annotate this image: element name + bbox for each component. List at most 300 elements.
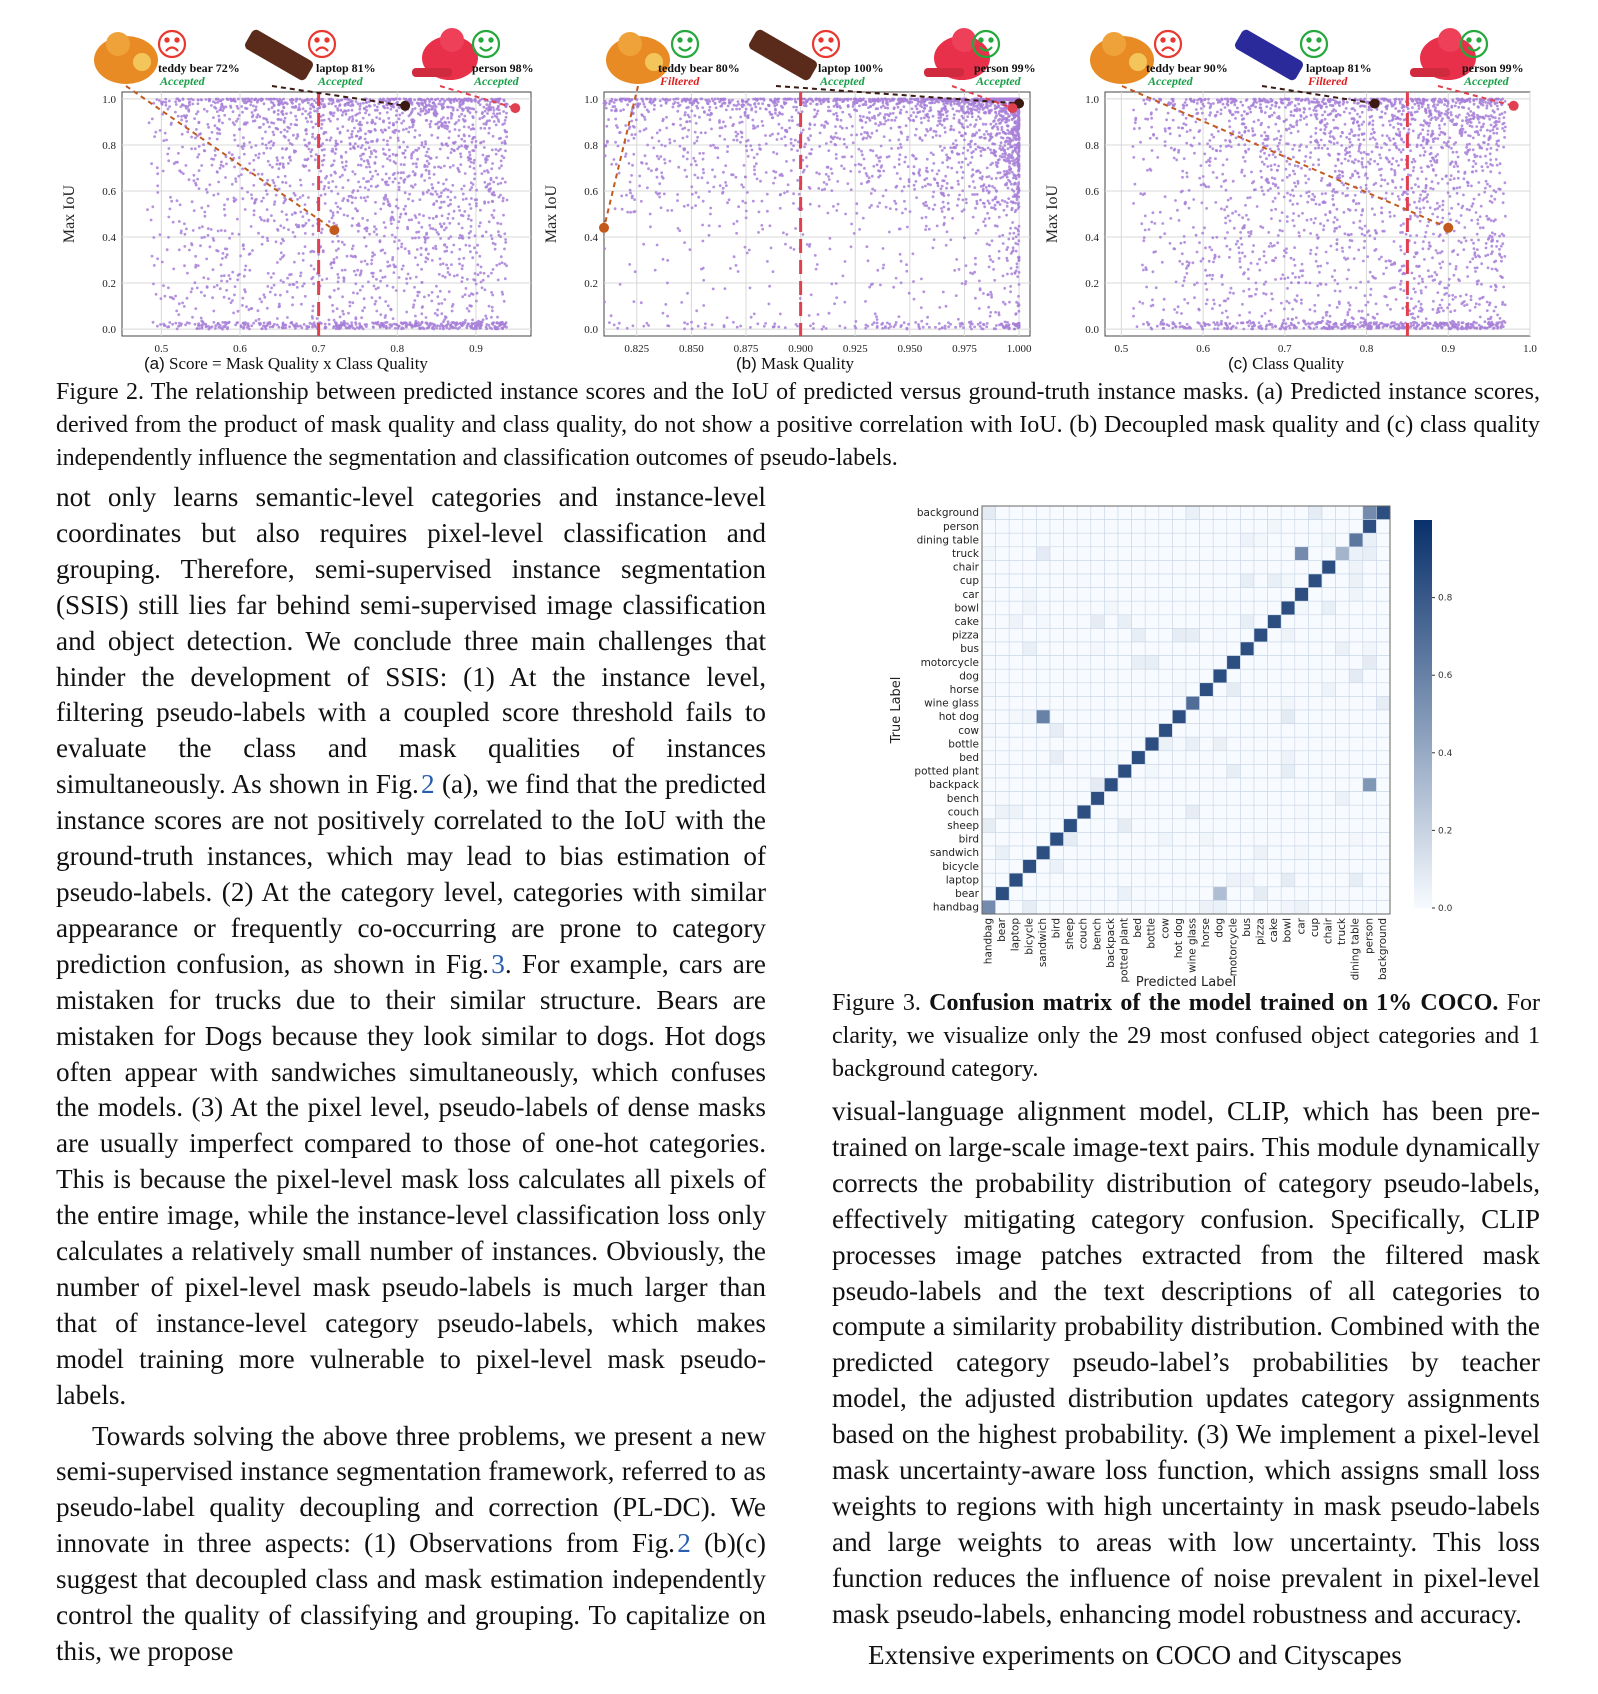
scatter-point bbox=[305, 133, 308, 136]
scatter-point bbox=[428, 108, 431, 111]
scatter-point bbox=[354, 207, 357, 210]
scatter-point bbox=[388, 126, 391, 129]
scatter-point bbox=[230, 99, 233, 102]
scatter-point bbox=[989, 258, 992, 261]
scatter-point bbox=[819, 132, 822, 135]
scatter-point bbox=[441, 214, 444, 217]
scatter-point bbox=[495, 148, 498, 151]
scatter-point bbox=[817, 313, 820, 316]
scatter-point bbox=[709, 144, 712, 147]
scatter-point bbox=[360, 269, 363, 272]
scatter-point bbox=[1012, 163, 1015, 166]
scatter-point bbox=[749, 144, 752, 147]
scatter-point bbox=[212, 268, 215, 271]
y-tick-label: 0.0 bbox=[584, 324, 598, 337]
scatter-point bbox=[475, 327, 478, 330]
scatter-point bbox=[395, 198, 398, 201]
scatter-point bbox=[931, 169, 934, 172]
scatter-point bbox=[1018, 283, 1021, 286]
scatter-point bbox=[732, 139, 735, 142]
scatter-point bbox=[437, 127, 440, 130]
scatter-point bbox=[751, 149, 754, 152]
scatter-point bbox=[657, 157, 660, 160]
scatter-point bbox=[310, 264, 313, 267]
scatter-point bbox=[316, 317, 319, 320]
scatter-point bbox=[178, 302, 181, 305]
scatter-point bbox=[435, 215, 438, 218]
scatter-point bbox=[1007, 154, 1010, 157]
scatter-point bbox=[400, 213, 403, 216]
scatter-point bbox=[973, 125, 976, 128]
scatter-point bbox=[214, 154, 217, 157]
scatter-point bbox=[341, 295, 344, 298]
scatter-point bbox=[266, 193, 269, 196]
scatter-point bbox=[467, 156, 470, 159]
scatter-point bbox=[309, 322, 312, 325]
scatter-point bbox=[956, 171, 959, 174]
scatter-point bbox=[309, 111, 312, 114]
scatter-point bbox=[273, 284, 276, 287]
scatter-point bbox=[920, 121, 923, 124]
scatter-point bbox=[966, 115, 969, 118]
scatter-point bbox=[150, 219, 153, 222]
scatter-point bbox=[412, 303, 415, 306]
scatter-point bbox=[386, 321, 389, 324]
scatter-point bbox=[420, 98, 423, 101]
scatter-point bbox=[470, 128, 473, 131]
scatter-point bbox=[932, 153, 935, 156]
scatter-point bbox=[702, 200, 705, 203]
scatter-point bbox=[982, 123, 985, 126]
scatter-point bbox=[772, 326, 775, 329]
scatter-point bbox=[388, 155, 391, 158]
scatter-point bbox=[971, 156, 974, 159]
scatter-point bbox=[947, 166, 950, 169]
scatter-point bbox=[272, 102, 275, 105]
scatter-point bbox=[1003, 159, 1006, 162]
scatter-point bbox=[736, 139, 739, 142]
scatter-point bbox=[912, 155, 915, 158]
scatter-point bbox=[324, 323, 327, 326]
scatter-point bbox=[989, 311, 992, 314]
scatter-point bbox=[469, 250, 472, 253]
scatter-point bbox=[261, 143, 264, 146]
scatter-point bbox=[463, 115, 466, 118]
scatter-point bbox=[942, 100, 945, 103]
scatter-point bbox=[323, 188, 326, 191]
scatter-point bbox=[938, 306, 941, 309]
scatter-point bbox=[659, 129, 662, 132]
scatter-point bbox=[703, 111, 706, 114]
scatter-point bbox=[999, 203, 1002, 206]
scatter-point bbox=[386, 107, 389, 110]
scatter-point bbox=[666, 282, 669, 285]
scatter-point bbox=[308, 219, 311, 222]
scatter-point bbox=[490, 234, 493, 237]
scatter-point bbox=[426, 258, 429, 261]
scatter-point bbox=[184, 233, 187, 236]
scatter-point bbox=[330, 267, 333, 270]
scatter-point bbox=[818, 205, 821, 208]
scatter-point bbox=[176, 199, 179, 202]
scatter-point bbox=[810, 148, 813, 151]
scatter-point bbox=[662, 118, 665, 121]
scatter-point bbox=[439, 263, 442, 266]
scatter-point bbox=[303, 139, 306, 142]
scatter-point bbox=[863, 158, 866, 161]
scatter-point bbox=[502, 200, 505, 203]
scatter-point bbox=[365, 101, 368, 104]
scatter-point bbox=[674, 101, 677, 104]
scatter-point bbox=[294, 105, 297, 108]
scatter-point bbox=[479, 164, 482, 167]
scatter-point bbox=[475, 111, 478, 114]
scatter-point bbox=[423, 179, 426, 182]
scatter-point bbox=[758, 211, 761, 214]
scatter-point bbox=[436, 324, 439, 327]
scatter-point bbox=[990, 296, 993, 299]
scatter-point bbox=[301, 113, 304, 116]
scatter-point bbox=[855, 212, 858, 215]
scatter-point bbox=[963, 102, 966, 105]
scatter-point bbox=[471, 319, 474, 322]
scatter-point bbox=[784, 243, 787, 246]
scatter-point bbox=[978, 108, 981, 111]
scatter-point bbox=[922, 326, 925, 329]
scatter-point bbox=[395, 114, 398, 117]
scatter-point bbox=[844, 98, 847, 101]
scatter-point bbox=[907, 323, 910, 326]
scatter-point bbox=[998, 324, 1001, 327]
scatter-point bbox=[1004, 321, 1007, 324]
scatter-point bbox=[321, 164, 324, 167]
scatter-point bbox=[656, 155, 659, 158]
scatter-point bbox=[387, 200, 390, 203]
scatter-point bbox=[605, 125, 608, 128]
scatter-point bbox=[490, 167, 493, 170]
scatter-point bbox=[652, 101, 655, 104]
scatter-point bbox=[875, 154, 878, 157]
scatter-point bbox=[463, 185, 466, 188]
scatter-point bbox=[662, 312, 665, 315]
scatter-point bbox=[859, 115, 862, 118]
scatter-point bbox=[294, 115, 297, 118]
scatter-point bbox=[366, 219, 369, 222]
scatter-point bbox=[400, 177, 403, 180]
scatter-point bbox=[233, 294, 236, 297]
scatter-point bbox=[809, 122, 812, 125]
scatter-point bbox=[666, 315, 669, 318]
scatter-point bbox=[985, 325, 988, 328]
scatter-point bbox=[194, 266, 197, 269]
scatter-point bbox=[168, 100, 171, 103]
scatter-point bbox=[1002, 301, 1005, 304]
scatter-point bbox=[945, 154, 948, 157]
scatter-point bbox=[392, 124, 395, 127]
scatter-point bbox=[191, 287, 194, 290]
scatter-point bbox=[357, 145, 360, 148]
scatter-point bbox=[205, 188, 208, 191]
scatter-point bbox=[437, 302, 440, 305]
scatter-point bbox=[280, 251, 283, 254]
scatter-point bbox=[974, 143, 977, 146]
scatter-point bbox=[357, 181, 360, 184]
scatter-point bbox=[881, 98, 884, 101]
scatter-point bbox=[482, 140, 485, 143]
scatter-point bbox=[860, 133, 863, 136]
scatter-point bbox=[200, 206, 203, 209]
scatter-point bbox=[921, 139, 924, 142]
scatter-point bbox=[373, 230, 376, 233]
scatter-point bbox=[400, 327, 403, 330]
scatter-point bbox=[912, 252, 915, 255]
scatter-point bbox=[263, 293, 266, 296]
scatter-point bbox=[823, 126, 826, 129]
scatter-point bbox=[760, 224, 763, 227]
scatter-point bbox=[463, 210, 466, 213]
scatter-point bbox=[884, 98, 887, 101]
scatter-point bbox=[241, 297, 244, 300]
scatter-point bbox=[224, 229, 227, 232]
scatter-point bbox=[796, 325, 799, 328]
scatter-point bbox=[489, 101, 492, 104]
scatter-point bbox=[906, 138, 909, 141]
scatter-point bbox=[281, 147, 284, 150]
scatter-point bbox=[980, 154, 983, 157]
scatter-point bbox=[940, 207, 943, 210]
scatter-point bbox=[355, 135, 358, 138]
scatter-point bbox=[843, 138, 846, 141]
scatter-point bbox=[313, 110, 316, 113]
scatter-point bbox=[331, 240, 334, 243]
scatter-point bbox=[462, 257, 465, 260]
scatter-point bbox=[788, 127, 791, 130]
scatter-point bbox=[327, 186, 330, 189]
scatter-point bbox=[434, 190, 437, 193]
scatter-point bbox=[403, 163, 406, 166]
scatter-point bbox=[854, 325, 857, 328]
scatter-point bbox=[642, 243, 645, 246]
scatter-point bbox=[304, 110, 307, 113]
scatter-point bbox=[898, 315, 901, 318]
scatter-point bbox=[1004, 141, 1007, 144]
scatter-point bbox=[689, 248, 692, 251]
scatter-point bbox=[210, 104, 213, 107]
scatter-point bbox=[282, 163, 285, 166]
scatter-point bbox=[940, 187, 943, 190]
scatter-point bbox=[400, 246, 403, 249]
scatter-point bbox=[706, 113, 709, 116]
scatter-point bbox=[877, 176, 880, 179]
scatter-point bbox=[281, 210, 284, 213]
scatter-point bbox=[954, 326, 957, 329]
scatter-point bbox=[965, 264, 968, 267]
scatter-point bbox=[212, 116, 215, 119]
scatter-point bbox=[974, 148, 977, 151]
scatter-point bbox=[432, 227, 435, 230]
scatter-point bbox=[431, 193, 434, 196]
scatter-point bbox=[213, 321, 216, 324]
scatter-point bbox=[442, 262, 445, 265]
scatter-point bbox=[975, 200, 978, 203]
scatter-point bbox=[359, 102, 362, 105]
scatter-point bbox=[483, 272, 486, 275]
x-tick-label: 0.950 bbox=[897, 343, 923, 355]
scatter-point bbox=[471, 123, 474, 126]
scatter-point bbox=[904, 208, 907, 211]
scatter-point bbox=[398, 239, 401, 242]
scatter-point bbox=[501, 261, 504, 264]
scatter-point bbox=[1017, 134, 1020, 137]
scatter-point bbox=[225, 106, 228, 109]
scatter-point bbox=[869, 136, 872, 139]
scatter-point bbox=[704, 98, 707, 101]
scatter-point bbox=[905, 111, 908, 114]
scatter-point bbox=[434, 98, 437, 101]
scatter-point bbox=[772, 270, 775, 273]
scatter-point bbox=[249, 103, 252, 106]
scatter-point bbox=[903, 185, 906, 188]
scatter-point bbox=[333, 261, 336, 264]
sad-face-icon bbox=[309, 31, 335, 57]
scatter-point bbox=[485, 231, 488, 234]
scatter-point bbox=[724, 181, 727, 184]
scatter-point bbox=[441, 144, 444, 147]
scatter-point bbox=[294, 211, 297, 214]
scatter-point bbox=[188, 178, 191, 181]
scatter-point bbox=[333, 289, 336, 292]
scatter-point bbox=[299, 98, 302, 101]
scatter-point bbox=[776, 98, 779, 101]
scatter-point bbox=[452, 217, 455, 220]
scatter-point bbox=[375, 156, 378, 159]
scatter-point bbox=[213, 106, 216, 109]
scatter-point bbox=[442, 325, 445, 328]
scatter-point bbox=[295, 281, 298, 284]
scatter-point bbox=[928, 102, 931, 105]
scatter-point bbox=[924, 228, 927, 231]
scatter-point bbox=[821, 328, 824, 331]
scatter-point bbox=[469, 107, 472, 110]
scatter-point bbox=[375, 228, 378, 231]
scatter-point bbox=[614, 141, 617, 144]
scatter-point bbox=[257, 232, 260, 235]
scatter-point bbox=[827, 175, 830, 178]
scatter-point bbox=[373, 104, 376, 107]
scatter-point bbox=[683, 114, 686, 117]
scatter-point bbox=[152, 102, 155, 105]
scatter-point bbox=[246, 191, 249, 194]
scatter-point bbox=[388, 177, 391, 180]
scatter-point bbox=[394, 327, 397, 330]
scatter-point bbox=[213, 286, 216, 289]
scatter-point bbox=[856, 99, 859, 102]
scatter-point bbox=[726, 150, 729, 153]
scatter-point bbox=[286, 102, 289, 105]
scatter-point bbox=[224, 214, 227, 217]
scatter-point bbox=[458, 258, 461, 261]
scatter-point bbox=[823, 188, 826, 191]
scatter-point bbox=[850, 98, 853, 101]
scatter-point bbox=[412, 124, 415, 127]
scatter-point bbox=[882, 104, 885, 107]
scatter-point bbox=[906, 226, 909, 229]
scatter-point bbox=[752, 200, 755, 203]
scatter-point bbox=[861, 126, 864, 129]
scatter-point bbox=[250, 307, 253, 310]
scatter-point bbox=[498, 112, 501, 115]
scatter-point bbox=[404, 247, 407, 250]
scatter-point bbox=[483, 115, 486, 118]
scatter-point bbox=[381, 178, 384, 181]
scatter-point bbox=[267, 160, 270, 163]
scatter-point bbox=[924, 201, 927, 204]
scatter-point bbox=[370, 185, 373, 188]
scatter-point bbox=[448, 290, 451, 293]
scatter-point bbox=[731, 108, 734, 111]
scatter-point bbox=[952, 129, 955, 132]
scatter-point bbox=[923, 204, 926, 207]
scatter-point bbox=[995, 196, 998, 199]
scatter-point bbox=[450, 115, 453, 118]
scatter-point bbox=[281, 326, 284, 329]
scatter-point bbox=[151, 118, 154, 121]
scatter-point bbox=[183, 222, 186, 225]
scatter-point bbox=[323, 185, 326, 188]
scatter-point bbox=[835, 282, 838, 285]
scatter-point bbox=[490, 316, 493, 319]
scatter-point bbox=[803, 146, 806, 149]
scatter-point bbox=[995, 324, 998, 327]
scatter-point bbox=[834, 143, 837, 146]
scatter-point bbox=[295, 223, 298, 226]
scatter-point bbox=[943, 126, 946, 129]
scatter-point bbox=[984, 137, 987, 140]
scatter-point bbox=[469, 111, 472, 114]
scatter-point bbox=[176, 328, 179, 331]
scatter-point bbox=[829, 237, 832, 240]
scatter-point bbox=[174, 111, 177, 114]
scatter-point bbox=[1002, 131, 1005, 134]
scatter-point bbox=[349, 142, 352, 145]
scatter-point bbox=[203, 150, 206, 153]
scatter-point bbox=[164, 295, 167, 298]
scatter-point bbox=[337, 325, 340, 328]
scatter-point bbox=[935, 134, 938, 137]
scatter-point bbox=[379, 208, 382, 211]
scatter-point bbox=[301, 285, 304, 288]
scatter-point bbox=[223, 204, 226, 207]
scatter-point bbox=[220, 280, 223, 283]
scatter-point bbox=[1011, 171, 1014, 174]
scatter-point bbox=[253, 214, 256, 217]
scatter-point bbox=[501, 123, 504, 126]
scatter-point bbox=[202, 276, 205, 279]
scatter-point bbox=[489, 108, 492, 111]
example-label: laptop 81% bbox=[316, 61, 376, 75]
scatter-point bbox=[488, 103, 491, 106]
scatter-point bbox=[694, 131, 697, 134]
scatter-point bbox=[913, 184, 916, 187]
scatter-point bbox=[941, 161, 944, 164]
scatter-point bbox=[353, 270, 356, 273]
scatter-point bbox=[443, 229, 446, 232]
scatter-point bbox=[777, 100, 780, 103]
scatter-point bbox=[159, 129, 162, 132]
scatter-point bbox=[414, 325, 417, 328]
person-icon bbox=[412, 28, 478, 80]
scatter-point bbox=[409, 113, 412, 116]
